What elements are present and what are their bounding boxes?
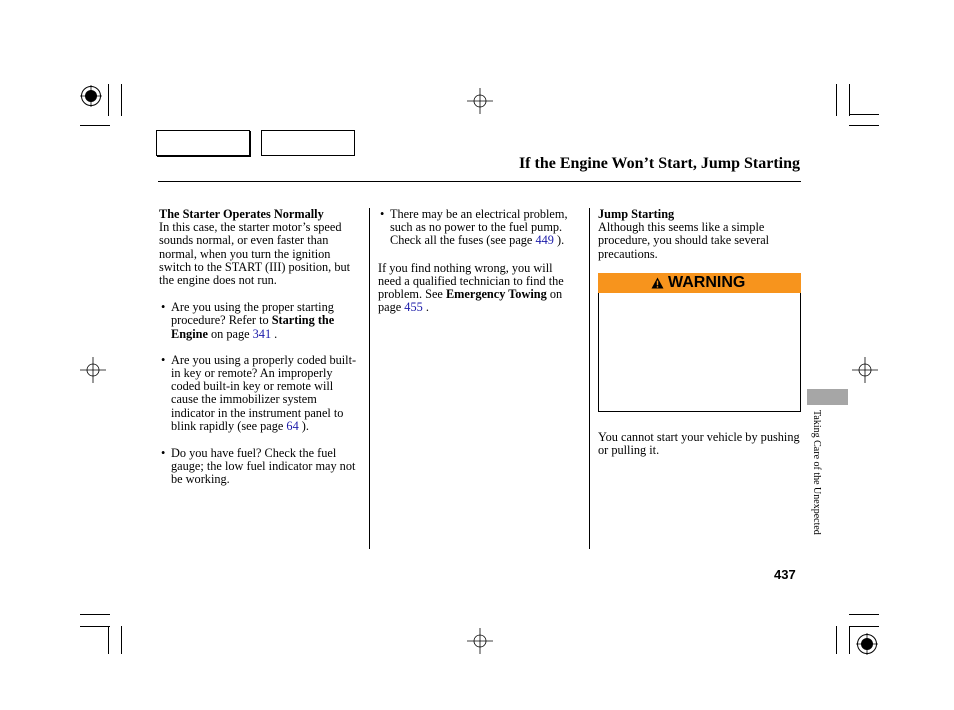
- title-rule: [158, 181, 801, 182]
- list-item: • Are you using a properly coded built-in key or remote? An improperly coded built-in key or remote will cause the immobilizer system indicator in the instrument panel to blink rapidly (see page 64 ).: [159, 354, 363, 433]
- crosshair-icon: [467, 88, 493, 114]
- list-item: • Do you have fuel? Check the fuel gauge; the low fuel indicator may not be working.: [159, 447, 363, 487]
- page-link-455[interactable]: 455: [404, 300, 423, 315]
- section-heading-jump-starting: Jump Starting: [598, 207, 675, 221]
- section-heading-starter: The Starter Operates Normally: [159, 207, 324, 221]
- crop-mark: [849, 125, 879, 126]
- crop-mark: [121, 84, 122, 116]
- intro-paragraph: In this case, the starter motor’s speed sounds normal, or even faster than normal, when you turn the ignition switch to the START (III) position, but the engine does not run.: [159, 220, 351, 288]
- paragraph: If you find nothing wrong, you will need a qualified technician to find the problem. See Emergency Towing on page 455 .: [378, 260, 564, 315]
- page-title: If the Engine Won’t Start, Jump Starting: [518, 155, 800, 172]
- crop-mark: [80, 125, 110, 126]
- crosshair-icon: [467, 628, 493, 654]
- crosshair-icon: [852, 357, 878, 383]
- intro-paragraph: Although this seems like a simple procedure, you should take several precautions.: [598, 220, 770, 261]
- section-label: Taking Care of the Unexpected: [811, 410, 822, 535]
- registration-target-icon: [856, 633, 878, 655]
- crop-mark: [849, 626, 850, 654]
- list-item: • There may be an electrical problem, such as no power to the fuel pump. Check all the fuses (see page 449 ).: [378, 208, 578, 248]
- crop-mark: [80, 614, 110, 615]
- crop-mark: [849, 626, 879, 627]
- warning-header: [598, 273, 801, 293]
- page-number: 437: [774, 567, 796, 582]
- column-divider: [589, 208, 590, 549]
- crop-mark: [836, 84, 837, 116]
- list-item: • Are you using the proper starting procedure? Refer to Starting the Engine on page 341 .: [159, 301, 363, 341]
- note-paragraph: You cannot start your vehicle by pushing or pulling it.: [598, 430, 800, 458]
- page-link-64[interactable]: 64: [286, 418, 299, 433]
- warning-label: WARNING: [668, 274, 746, 291]
- page-link-449[interactable]: 449: [535, 233, 554, 248]
- crosshair-icon: [80, 357, 106, 383]
- warning-triangle-icon: [651, 277, 664, 289]
- crop-mark: [80, 626, 110, 627]
- crop-mark: [849, 114, 879, 115]
- warning-body: [598, 293, 801, 412]
- column-left: [159, 208, 363, 487]
- column-middle: [378, 208, 578, 314]
- registration-target-icon: [80, 85, 102, 107]
- crop-mark: [836, 626, 837, 654]
- nav-box-table-of-contents[interactable]: [261, 130, 355, 156]
- nav-box-main-menu[interactable]: [156, 130, 250, 156]
- column-right: [598, 208, 801, 261]
- crop-mark: [108, 84, 109, 116]
- crop-mark: [849, 84, 850, 116]
- crop-mark: [121, 626, 122, 654]
- crop-mark: [849, 614, 879, 615]
- column-divider: [369, 208, 370, 549]
- section-tab: [807, 389, 848, 405]
- page-link-341[interactable]: 341: [252, 326, 272, 341]
- crop-mark: [108, 626, 109, 654]
